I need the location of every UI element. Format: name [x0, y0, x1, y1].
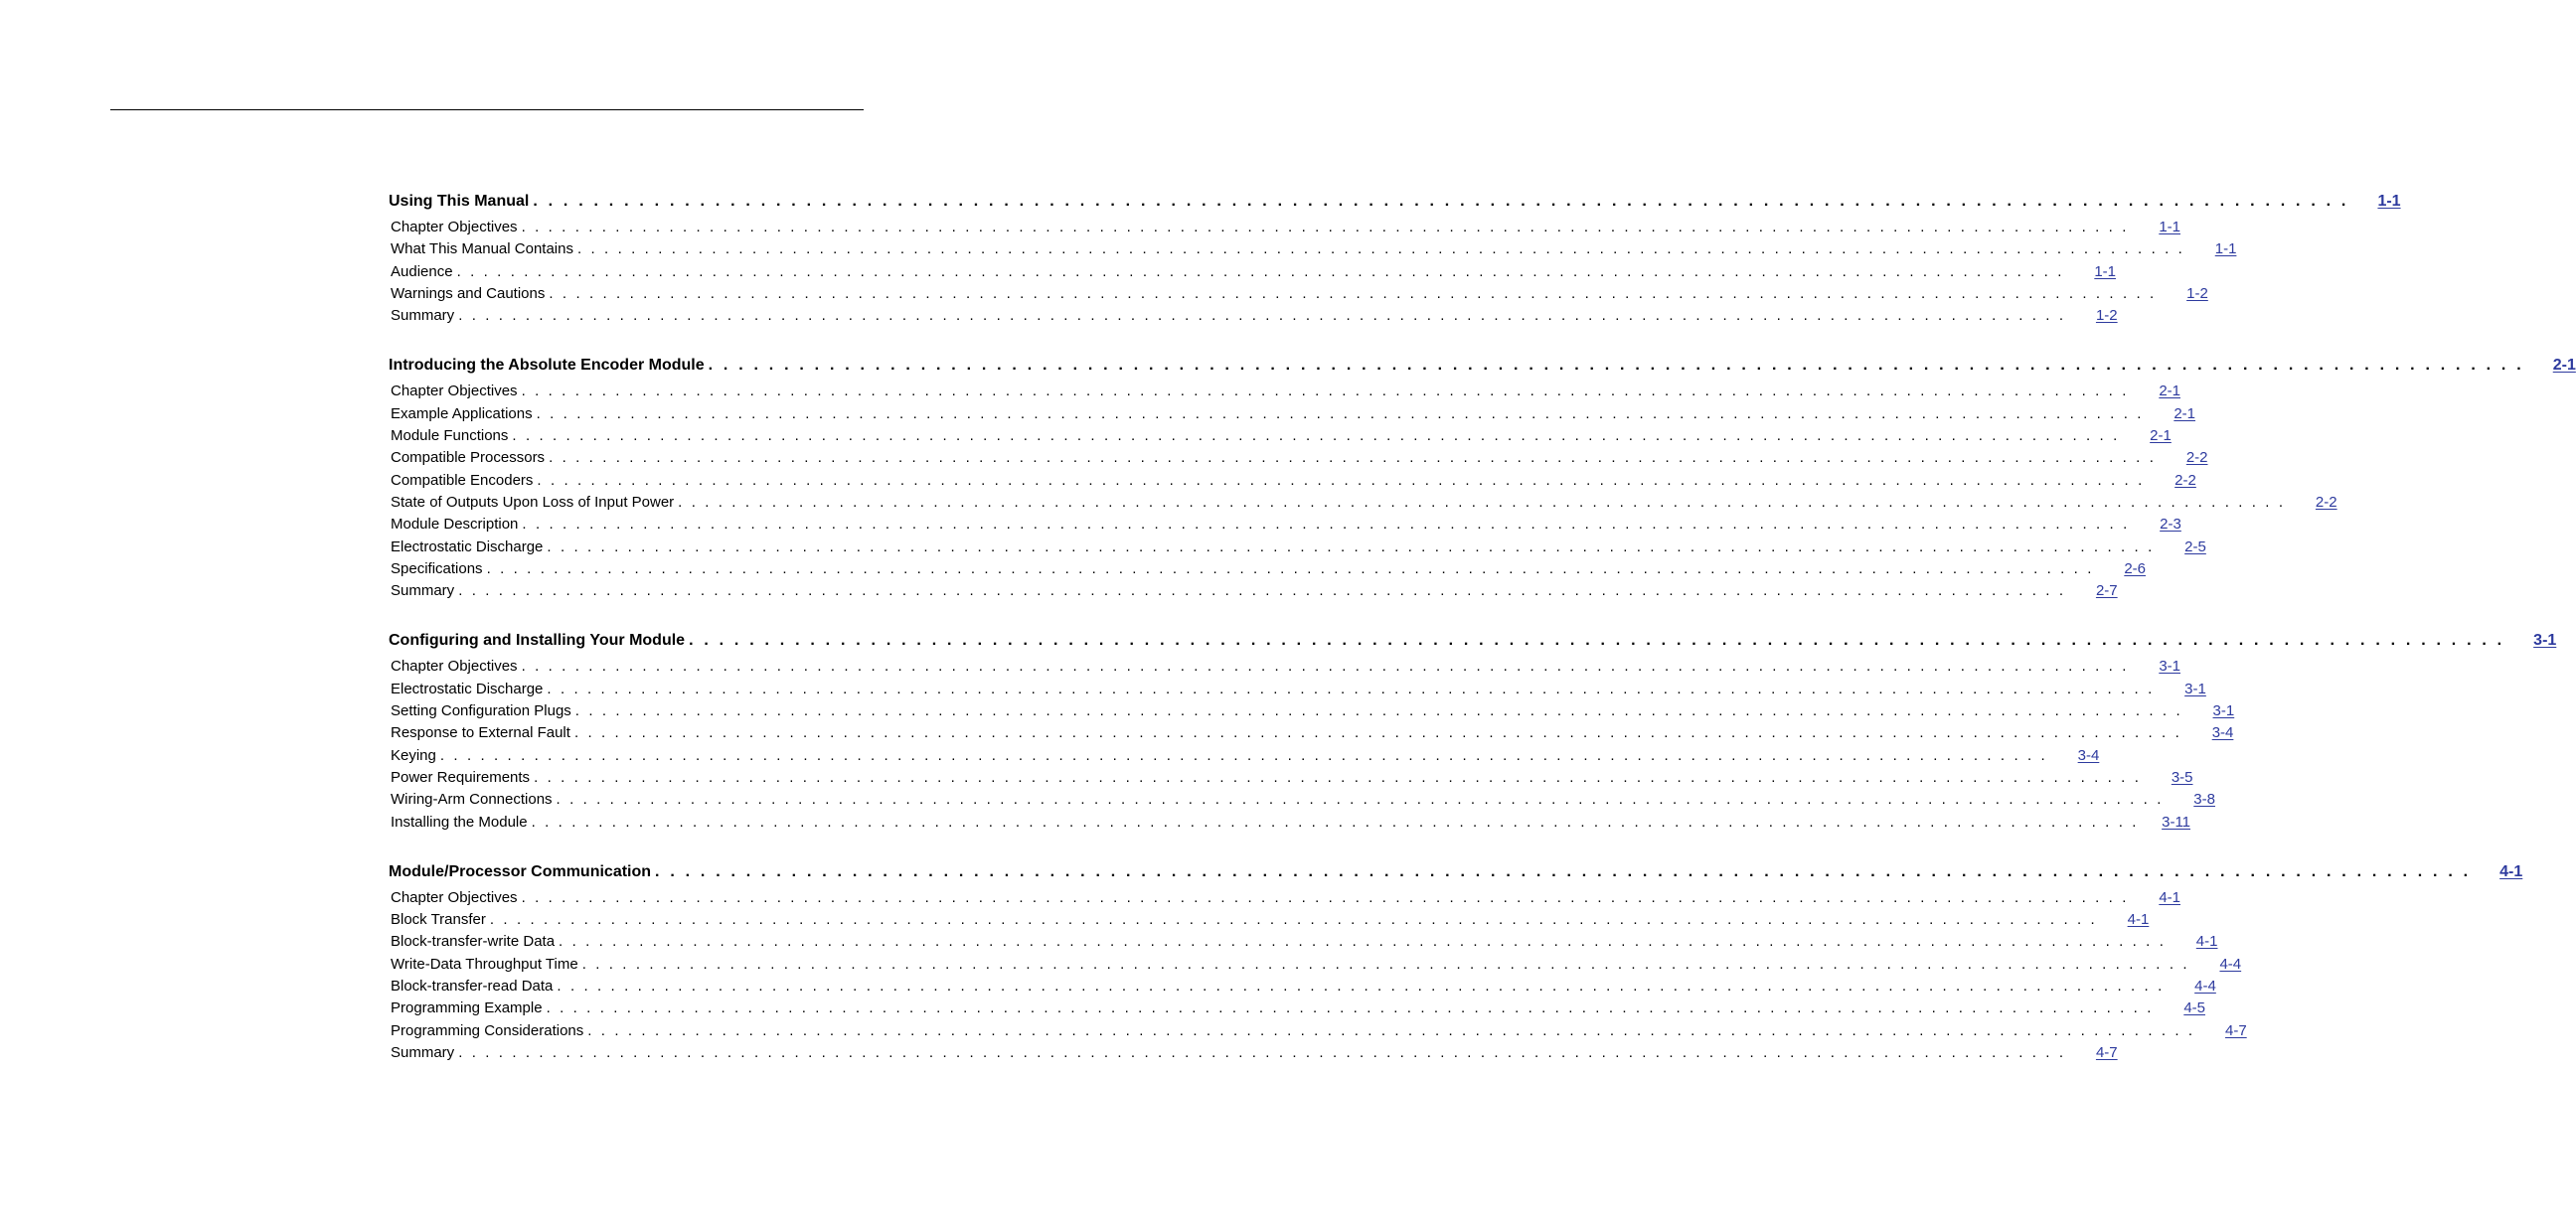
toc-entry-page-link[interactable]: 2-1 — [2159, 383, 2180, 400]
dot-leader: . . . . . . . . . . . . . . . . . . . . . . . . . . . . . . . . . . . . . . . . . . . . . . . . . . . . . . . . . . . . . . . . . . . . . . . . . . . . . . . . . . . . . . . . . . . . . . . . . . . . . . . . . . . . . . . . . . . . . . . . — [521, 658, 2129, 676]
toc-chapter-page-link[interactable]: 1-1 — [2377, 193, 2401, 210]
toc-entry-page-link[interactable]: 3-1 — [2184, 680, 2206, 697]
dot-leader: . . . . . . . . . . . . . . . . . . . . . . . . . . . . . . . . . . . . . . . . . . . . . . . . . . . . . . . . . . . . . . . . . . . . . . . . . . . . . . . . . . . . . . . . . . . . . . . . . . . . . . . . . . . . . . . . . . . . . . . . — [576, 240, 2185, 258]
toc-entry — [389, 447, 2208, 469]
dot-leader: . . . . . . . . . . . . . . . . . . . . . . . . . . . . . . . . . . . . . . . . . . . . . . . . . . . . . . . . . . . . . . . . . . . . . . . . . . . . . . . . . . . . . . . . . . . . . . . . . . . . . . . . . . . . . . . . . . . . . . . . — [573, 724, 2182, 742]
toc-chapter-heading — [389, 626, 2557, 656]
toc-entry — [389, 514, 2181, 536]
toc-entry-title: Module Description — [391, 516, 519, 534]
toc-entry-title: Chapter Objectives — [391, 219, 518, 235]
toc-entry — [389, 381, 2180, 402]
toc-entry — [389, 305, 2118, 327]
toc-entry-page-link[interactable]: 4-5 — [2183, 999, 2205, 1017]
dot-leader: . . . . . . . . . . . . . . . . . . . . . . . . . . . . . . . . . . . . . . . . . . . . . . . . . . . . . . . . . . . . . . . . . . . . . . . . . . . . . . . . . . . . . . . . . . . . . . . . . . . . . . . . . . . . . . . . . . . . . . . . — [533, 193, 2349, 210]
toc-entry-title: Electrostatic Discharge — [391, 537, 544, 555]
toc-entry-title: Installing the Module — [391, 813, 528, 831]
toc-entry-page-link[interactable]: 1-1 — [2094, 262, 2116, 280]
toc-entry-page-link[interactable]: 2-3 — [2160, 516, 2181, 534]
toc-entry-page-link[interactable]: 1-1 — [2159, 219, 2180, 235]
toc-entry — [389, 812, 2191, 834]
toc-entry-title: Write-Data Throughput Time — [391, 955, 578, 973]
dot-leader: . . . . . . . . . . . . . . . . . . . . . . . . . . . . . . . . . . . . . . . . . . . . . . . . . . . . . . . . . . . . . . . . . . . . . . . . . . . . . . . . . . . . . . . . . . . . . . . . . . . . . . . . . . . . . . . . . . . . . . . . — [556, 791, 2164, 809]
toc-entry — [389, 403, 2196, 425]
toc-entry — [389, 722, 2234, 744]
toc-entry — [389, 954, 2242, 976]
toc-entry-title: Programming Example — [391, 999, 543, 1017]
toc-entry-title: Summary — [391, 582, 455, 600]
dot-leader: . . . . . . . . . . . . . . . . . . . . . . . . . . . . . . . . . . . . . . . . . . . . . . . . . . . . . . . . . . . . . . . . . . . . . . . . . . . . . . . . . . . . . . . . . . . . . . . . . . . . . . . . . . . . . . . . . . . . . . . . — [489, 911, 2098, 929]
toc-entry — [389, 887, 2180, 909]
toc-entry-page-link[interactable]: 1-2 — [2186, 284, 2208, 302]
toc-entry-page-link[interactable]: 3-4 — [2077, 746, 2100, 764]
toc-entry-title: Chapter Objectives — [391, 383, 518, 400]
dot-leader: . . . . . . . . . . . . . . . . . . . . . . . . . . . . . . . . . . . . . . . . . . . . . . . . . . . . . . . . . . . . . . . . . . . . . . . . . . . . . . . . . . . . . . . . . . . . . . . . . . . . . . . . . . . . . . . . . . . . . . . . — [521, 888, 2129, 906]
dot-leader: . . . . . . . . . . . . . . . . . . . . . . . . . . . . . . . . . . . . . . . . . . . . . . . . . . . . . . . . . . . . . . . . . . . . . . . . . . . . . . . . . . . . . . . . . . . . . . . . . . . . . . . . . . . . . . . . . . . . . . . . — [557, 978, 2165, 996]
toc-entry-page-link[interactable]: 3-1 — [2159, 658, 2180, 676]
toc-entry-page-link[interactable]: 4-1 — [2195, 933, 2218, 951]
toc-entry-page-link[interactable]: 3-11 — [2162, 813, 2191, 831]
toc-entry-title: Audience — [391, 262, 453, 280]
toc-entry-page-link[interactable]: 4-4 — [2219, 955, 2242, 973]
dot-leader: . . . . . . . . . . . . . . . . . . . . . . . . . . . . . . . . . . . . . . . . . . . . . . . . . . . . . . . . . . . . . . . . . . . . . . . . . . . . . . . . . . . . . . . . . . . . . . . . . . . . . . . . . . . . . . . . . . . . . . . . — [559, 933, 2167, 951]
toc-entry-page-link[interactable]: 2-5 — [2184, 537, 2206, 555]
toc-entry-title: Chapter Objectives — [391, 658, 518, 676]
toc-entry — [389, 997, 2205, 1019]
dot-leader: . . . . . . . . . . . . . . . . . . . . . . . . . . . . . . . . . . . . . . . . . . . . . . . . . . . . . . . . . . . . . . . . . . . . . . . . . . . . . . . . . . . . . . . . . . . . . . . . . . . . . . . . . . . . . . . . . . . . . . . . — [458, 307, 2066, 325]
dot-leader: . . . . . . . . . . . . . . . . . . . . . . . . . . . . . . . . . . . . . . . . . . . . . . . . . . . . . . . . . . . . . . . . . . . . . . . . . . . . . . . . . . . . . . . . . . . . . . . . . . . . . . . . . . . . . . . . . . . . . . . . — [678, 493, 2286, 511]
dot-leader: . . . . . . . . . . . . . . . . . . . . . . . . . . . . . . . . . . . . . . . . . . . . . . . . . . . . . . . . . . . . . . . . . . . . . . . . . . . . . . . . . . . . . . . . . . . . . . . . . . . . . . . . . . . . . . . . . . . . . . . . — [549, 284, 2157, 302]
dot-leader: . . . . . . . . . . . . . . . . . . . . . . . . . . . . . . . . . . . . . . . . . . . . . . . . . . . . . . . . . . . . . . . . . . . . . . . . . . . . . . . . . . . . . . . . . . . . . . . . . . . . . . . . . . . . . . . . . . . . . . . . — [512, 427, 2120, 445]
dot-leader: . . . . . . . . . . . . . . . . . . . . . . . . . . . . . . . . . . . . . . . . . . . . . . . . . . . . . . . . . . . . . . . . . . . . . . . . . . . . . . . . . . . . . . . . . . . . . . . . . . . . . . . . . . . . . . . . . . . . . . . . — [534, 768, 2142, 786]
dot-leader: . . . . . . . . . . . . . . . . . . . . . . . . . . . . . . . . . . . . . . . . . . . . . . . . . . . . . . . . . . . . . . . . . . . . . . . . . . . . . . . . . . . . . . . . . . . . . . . . . . . . . . . . . . . . . . . . . . . . . . . . — [655, 862, 2472, 880]
top-rule — [110, 109, 864, 110]
dot-leader: . . . . . . . . . . . . . . . . . . . . . . . . . . . . . . . . . . . . . . . . . . . . . . . . . . . . . . . . . . . . . . . . . . . . . . . . . . . . . . . . . . . . . . . . . . . . . . . . . . . . . . . . . . . . . . . . . . . . . . . . — [546, 999, 2154, 1017]
toc-entry-title: Block-transfer-read Data — [391, 978, 554, 996]
toc-chapter-title: Module/Processor Communication — [389, 862, 652, 880]
dot-leader: . . . . . . . . . . . . . . . . . . . . . . . . . . . . . . . . . . . . . . . . . . . . . . . . . . . . . . . . . . . . . . . . . . . . . . . . . . . . . . . . . . . . . . . . . . . . . . . . . . . . . . . . . . . . . . . . . . . . . . . . — [522, 516, 2130, 534]
toc-entry-page-link[interactable]: 4-7 — [2225, 1021, 2247, 1039]
dot-leader: . . . . . . . . . . . . . . . . . . . . . . . . . . . . . . . . . . . . . . . . . . . . . . . . . . . . . . . . . . . . . . . . . . . . . . . . . . . . . . . . . . . . . . . . . . . . . . . . . . . . . . . . . . . . . . . . . . . . . . . . — [549, 449, 2157, 467]
toc-chapter — [389, 626, 2557, 833]
toc-entry-page-link[interactable]: 4-7 — [2095, 1043, 2118, 1061]
toc-entry-page-link[interactable]: 1-1 — [2214, 240, 2237, 258]
dot-leader: . . . . . . . . . . . . . . . . . . . . . . . . . . . . . . . . . . . . . . . . . . . . . . . . . . . . . . . . . . . . . . . . . . . . . . . . . . . . . . . . . . . . . . . . . . . . . . . . . . . . . . . . . . . . . . . . . . . . . . . . — [587, 1021, 2195, 1039]
toc-entry — [389, 558, 2146, 580]
dot-leader: . . . . . . . . . . . . . . . . . . . . . . . . . . . . . . . . . . . . . . . . . . . . . . . . . . . . . . . . . . . . . . . . . . . . . . . . . . . . . . . . . . . . . . . . . . . . . . . . . . . . . . . . . . . . . . . . . . . . . . . . — [547, 680, 2155, 697]
toc-entry — [389, 1020, 2247, 1042]
toc-entry-title: Programming Considerations — [391, 1021, 584, 1039]
toc-entry-title: What This Manual Contains — [391, 240, 573, 258]
dot-leader: . . . . . . . . . . . . . . . . . . . . . . . . . . . . . . . . . . . . . . . . . . . . . . . . . . . . . . . . . . . . . . . . . . . . . . . . . . . . . . . . . . . . . . . . . . . . . . . . . . . . . . . . . . . . . . . . . . . . . . . . — [536, 404, 2145, 422]
toc-entry-page-link[interactable]: 1-2 — [2095, 307, 2118, 325]
toc-entry — [389, 931, 2218, 953]
toc-entry-title: Electrostatic Discharge — [391, 680, 544, 697]
toc-entry — [389, 1042, 2118, 1064]
toc-entry — [389, 789, 2215, 811]
toc-entry-title: Keying — [391, 746, 436, 764]
toc-entry-page-link[interactable]: 3-8 — [2193, 791, 2215, 809]
toc-entry — [389, 656, 2180, 678]
table-of-contents — [389, 187, 2576, 1088]
toc-entry-page-link[interactable]: 2-2 — [2185, 449, 2208, 467]
toc-entry-page-link[interactable]: 2-2 — [2315, 493, 2337, 511]
toc-chapter — [389, 857, 2523, 1064]
toc-entry — [389, 679, 2206, 700]
toc-entry-page-link[interactable]: 4-1 — [2127, 911, 2150, 929]
toc-chapter-title: Configuring and Installing Your Module — [389, 632, 686, 650]
toc-entry-page-link[interactable]: 2-1 — [2174, 404, 2196, 422]
toc-entry — [389, 745, 2100, 767]
toc-entry — [389, 700, 2235, 722]
toc-entry-title: Chapter Objectives — [391, 888, 518, 906]
dot-leader: . . . . . . . . . . . . . . . . . . . . . . . . . . . . . . . . . . . . . . . . . . . . . . . . . . . . . . . . . . . . . . . . . . . . . . . . . . . . . . . . . . . . . . . . . . . . . . . . . . . . . . . . . . . . . . . . . . . . . . . . — [547, 537, 2155, 555]
toc-entry-page-link[interactable]: 4-4 — [2194, 978, 2216, 996]
toc-entry-title: Block-transfer-write Data — [391, 933, 556, 951]
toc-entry — [389, 909, 2150, 931]
toc-entry — [389, 976, 2216, 997]
toc-entry-title: State of Outputs Upon Loss of Input Power — [391, 493, 675, 511]
toc-entry — [389, 283, 2208, 305]
toc-chapter-page-link[interactable]: 2-1 — [2552, 357, 2576, 375]
toc-entry-title: Compatible Processors — [391, 449, 546, 467]
dot-leader: . . . . . . . . . . . . . . . . . . . . . . . . . . . . . . . . . . . . . . . . . . . . . . . . . . . . . . . . . . . . . . . . . . . . . . . . . . . . . . . . . . . . . . . . . . . . . . . . . . . . . . . . . . . . . . . . . . . . . . . . — [521, 219, 2129, 235]
toc-chapter-page-link[interactable]: 3-1 — [2533, 632, 2557, 650]
dot-leader: . . . . . . . . . . . . . . . . . . . . . . . . . . . . . . . . . . . . . . . . . . . . . . . . . . . . . . . . . . . . . . . . . . . . . . . . . . . . . . . . . . . . . . . . . . . . . . . . . . . . . . . . . . . . . . . . . . . . . . . . — [581, 955, 2190, 973]
toc-entry-page-link[interactable]: 3-5 — [2171, 768, 2193, 786]
dot-leader: . . . . . . . . . . . . . . . . . . . . . . . . . . . . . . . . . . . . . . . . . . . . . . . . . . . . . . . . . . . . . . . . . . . . . . . . . . . . . . . . . . . . . . . . . . . . . . . . . . . . . . . . . . . . . . . . . . . . . . . . — [689, 632, 2505, 650]
toc-entry-title: Specifications — [391, 559, 483, 577]
toc-chapter-heading — [389, 187, 2401, 217]
toc-entry — [389, 580, 2118, 602]
toc-entry-page-link[interactable]: 2-1 — [2150, 427, 2172, 445]
toc-entry-title: Warnings and Cautions — [391, 284, 546, 302]
dot-leader: . . . . . . . . . . . . . . . . . . . . . . . . . . . . . . . . . . . . . . . . . . . . . . . . . . . . . . . . . . . . . . . . . . . . . . . . . . . . . . . . . . . . . . . . . . . . . . . . . . . . . . . . . . . . . . . . . . . . . . . . — [531, 813, 2140, 831]
dot-leader: . . . . . . . . . . . . . . . . . . . . . . . . . . . . . . . . . . . . . . . . . . . . . . . . . . . . . . . . . . . . . . . . . . . . . . . . . . . . . . . . . . . . . . . . . . . . . . . . . . . . . . . . . . . . . . . . . . . . . . . . — [458, 582, 2066, 600]
dot-leader: . . . . . . . . . . . . . . . . . . . . . . . . . . . . . . . . . . . . . . . . . . . . . . . . . . . . . . . . . . . . . . . . . . . . . . . . . . . . . . . . . . . . . . . . . . . . . . . . . . . . . . . . . . . . . . . . . . . . . . . . — [521, 383, 2129, 400]
toc-entry-title: Response to External Fault — [391, 724, 570, 742]
toc-entry — [389, 425, 2172, 447]
toc-entry — [389, 537, 2206, 558]
toc-entry-page-link[interactable]: 3-1 — [2212, 702, 2235, 720]
toc-entry — [389, 767, 2193, 789]
toc-entry-title: Power Requirements — [391, 768, 531, 786]
toc-chapter-heading — [389, 857, 2523, 887]
toc-chapter-page-link[interactable]: 4-1 — [2499, 862, 2523, 880]
dot-leader: . . . . . . . . . . . . . . . . . . . . . . . . . . . . . . . . . . . . . . . . . . . . . . . . . . . . . . . . . . . . . . . . . . . . . . . . . . . . . . . . . . . . . . . . . . . . . . . . . . . . . . . . . . . . . . . . . . . . . . . . — [537, 471, 2145, 489]
toc-entry-title: Summary — [391, 1043, 455, 1061]
toc-entry — [389, 217, 2180, 238]
toc-chapter-title: Using This Manual — [389, 193, 530, 210]
toc-entry — [389, 238, 2237, 260]
toc-entry-page-link[interactable]: 4-1 — [2159, 888, 2180, 906]
toc-entry-title: Compatible Encoders — [391, 471, 534, 489]
dot-leader: . . . . . . . . . . . . . . . . . . . . . . . . . . . . . . . . . . . . . . . . . . . . . . . . . . . . . . . . . . . . . . . . . . . . . . . . . . . . . . . . . . . . . . . . . . . . . . . . . . . . . . . . . . . . . . . . . . . . . . . . — [574, 702, 2183, 720]
toc-entry-page-link[interactable]: 2-7 — [2095, 582, 2118, 600]
toc-entry-title: Setting Configuration Plugs — [391, 702, 571, 720]
dot-leader: . . . . . . . . . . . . . . . . . . . . . . . . . . . . . . . . . . . . . . . . . . . . . . . . . . . . . . . . . . . . . . . . . . . . . . . . . . . . . . . . . . . . . . . . . . . . . . . . . . . . . . . . . . . . . . . . . . . . . . . . — [458, 1043, 2066, 1061]
toc-entry-title: Wiring-Arm Connections — [391, 791, 553, 809]
toc-chapter-heading — [389, 351, 2576, 381]
toc-entry-title: Example Applications — [391, 404, 533, 422]
toc-entry-title: Module Functions — [391, 427, 509, 445]
toc-entry-page-link[interactable]: 2-6 — [2124, 559, 2146, 577]
toc-entry-title: Summary — [391, 307, 455, 325]
toc-chapter — [389, 187, 2401, 327]
toc-chapter-title: Introducing the Absolute Encoder Module — [389, 357, 705, 375]
toc-entry-title: Block Transfer — [391, 911, 486, 929]
toc-entry-page-link[interactable]: 3-4 — [2211, 724, 2234, 742]
dot-leader: . . . . . . . . . . . . . . . . . . . . . . . . . . . . . . . . . . . . . . . . . . . . . . . . . . . . . . . . . . . . . . . . . . . . . . . . . . . . . . . . . . . . . . . . . . . . . . . . . . . . . . . . . . . . . . . . . . . . . . . . — [486, 559, 2094, 577]
dot-leader: . . . . . . . . . . . . . . . . . . . . . . . . . . . . . . . . . . . . . . . . . . . . . . . . . . . . . . . . . . . . . . . . . . . . . . . . . . . . . . . . . . . . . . . . . . . . . . . . . . . . . . . . . . . . . . . . . . . . . . . . — [439, 746, 2048, 764]
toc-entry — [389, 470, 2196, 492]
dot-leader: . . . . . . . . . . . . . . . . . . . . . . . . . . . . . . . . . . . . . . . . . . . . . . . . . . . . . . . . . . . . . . . . . . . . . . . . . . . . . . . . . . . . . . . . . . . . . . . . . . . . . . . . . . . . . . . . . . . . . . . . — [456, 262, 2064, 280]
dot-leader: . . . . . . . . . . . . . . . . . . . . . . . . . . . . . . . . . . . . . . . . . . . . . . . . . . . . . . . . . . . . . . . . . . . . . . . . . . . . . . . . . . . . . . . . . . . . . . . . . . . . . . . . . . . . . . . . . . . . . . . . — [708, 357, 2524, 375]
toc-entry — [389, 492, 2337, 514]
toc-entry-page-link[interactable]: 2-2 — [2174, 471, 2196, 489]
toc-chapter — [389, 351, 2576, 602]
toc-entry — [389, 261, 2116, 283]
